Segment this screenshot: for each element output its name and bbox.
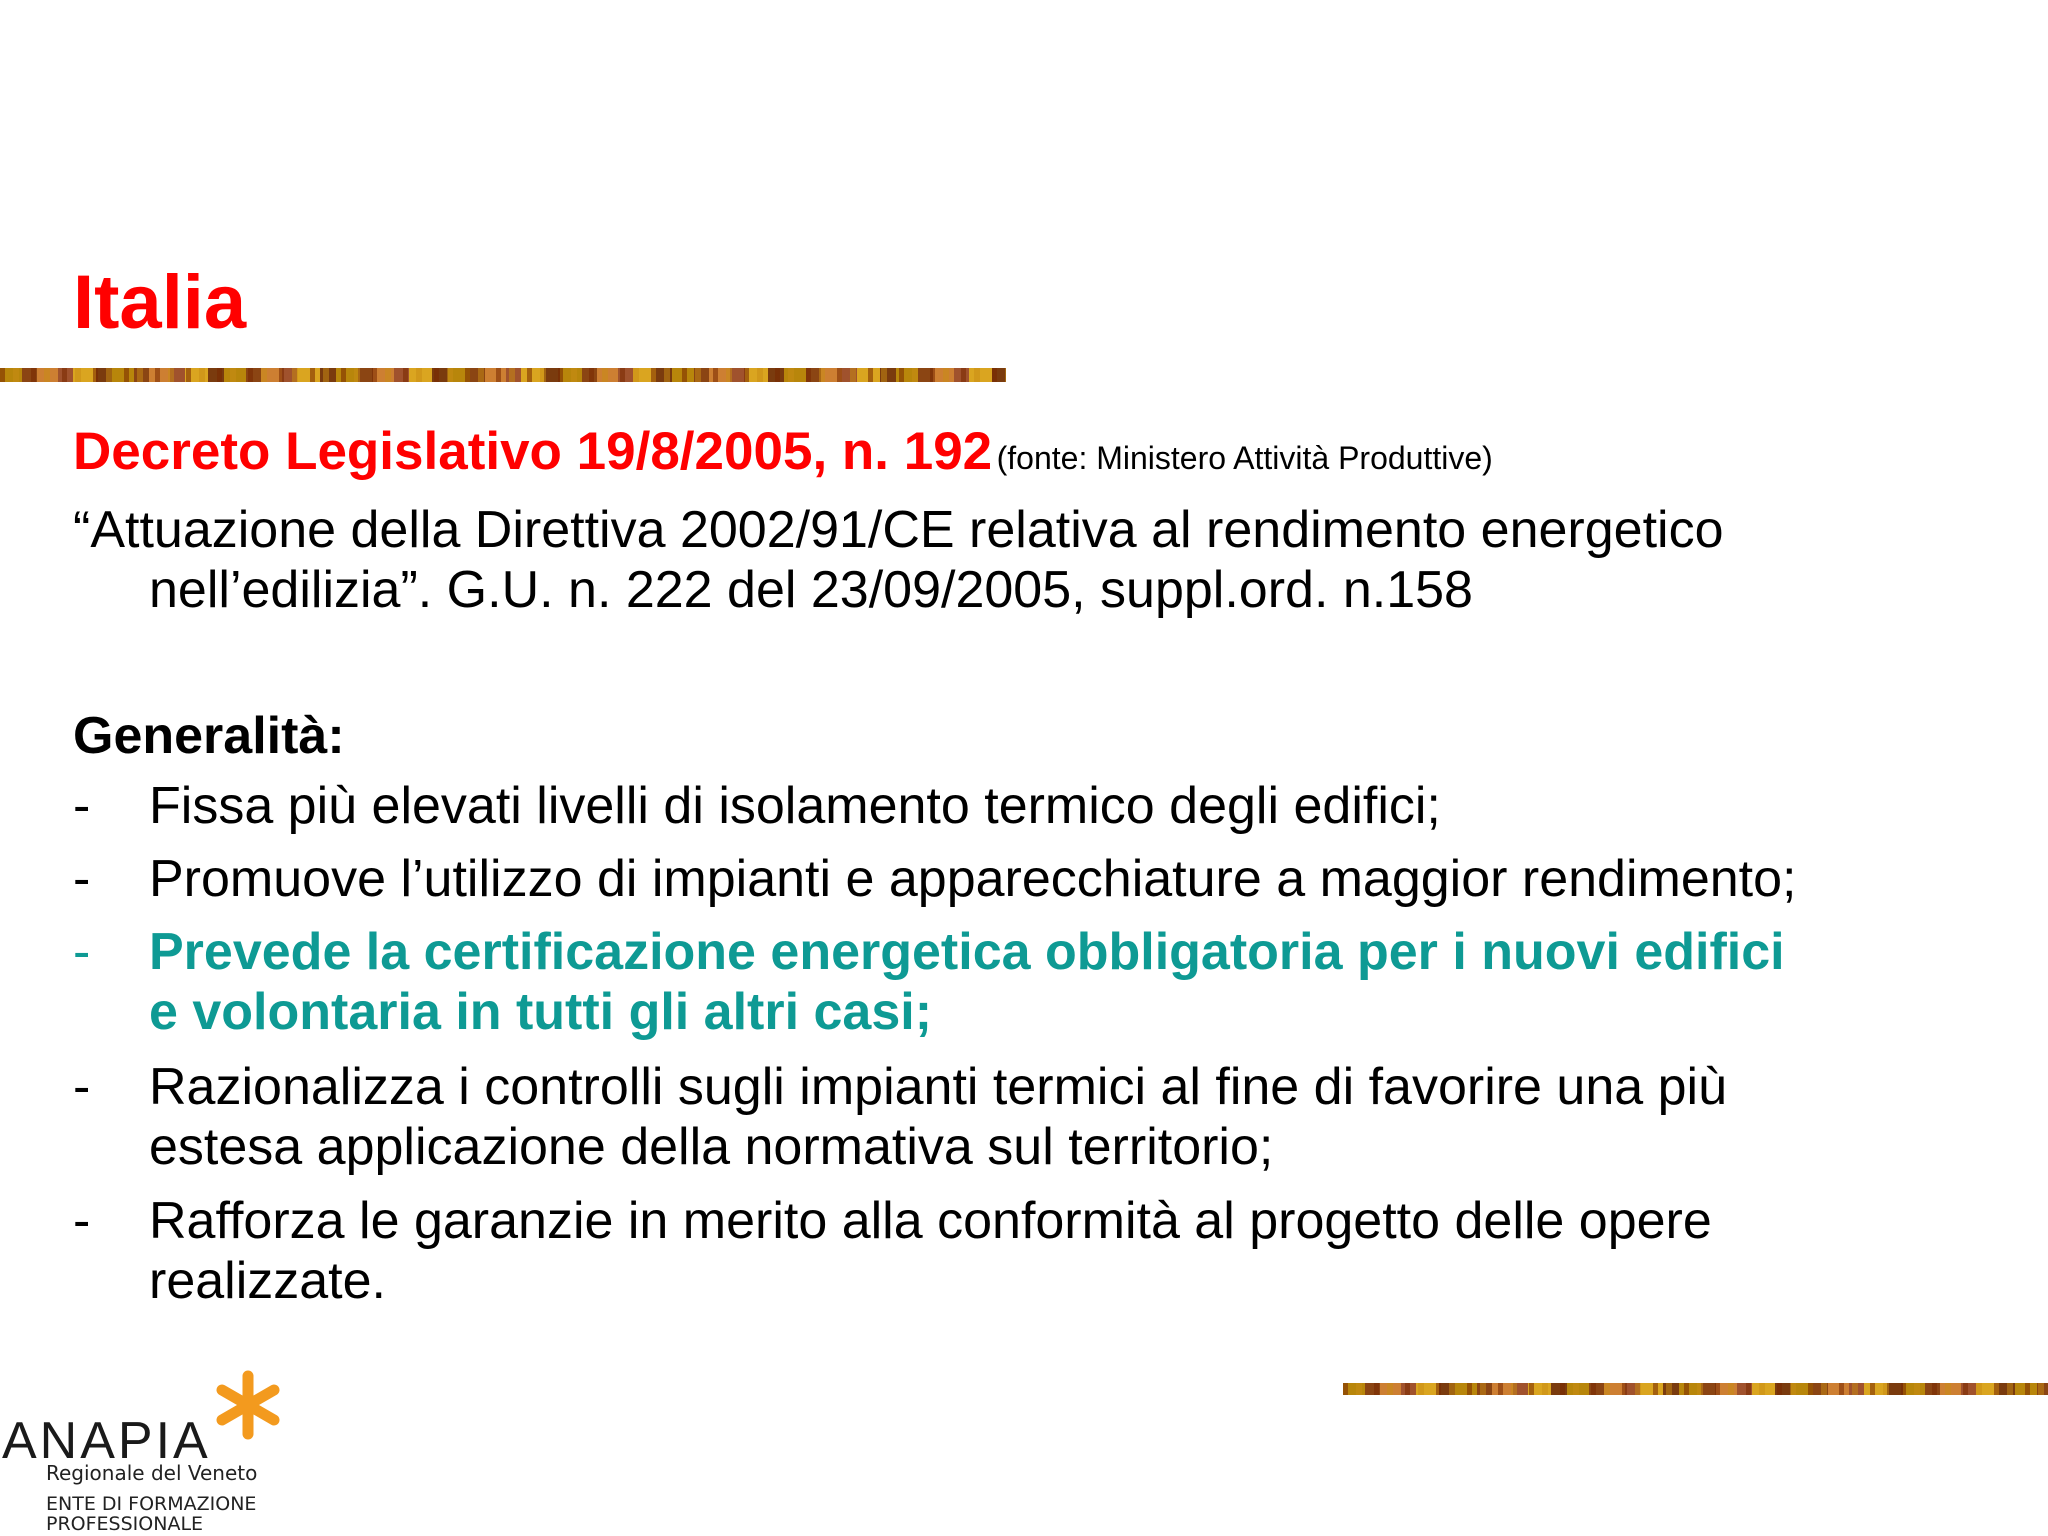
list-item-highlighted <box>73 922 1993 1042</box>
decree-line <box>73 422 1493 481</box>
logo-tagline-line-1: ENTE DI FORMAZIONE <box>46 1493 257 1515</box>
asterisk-icon <box>213 1370 283 1440</box>
bullet-marker: - <box>73 1058 91 1116</box>
bullet-text-line-1: Rafforza le garanzie in merito alla conformità al progetto delle opere <box>149 1192 1712 1250</box>
bullet-text-line-2: e volontaria in tutti gli altri casi; <box>149 983 933 1041</box>
list-item <box>73 849 1993 909</box>
bullet-text: Fissa più elevati livelli di isolamento termico degli edifici; <box>149 777 1441 835</box>
logo-tagline <box>46 1494 256 1534</box>
decorative-bar-top <box>0 368 1006 382</box>
bullet-marker: - <box>73 850 91 908</box>
bullet-text-line-1: Prevede la certificazione energetica obbligatoria per i nuovi edifici <box>149 923 1785 981</box>
bullet-marker: - <box>73 777 91 835</box>
bullet-text: Promuove l’utilizzo di impianti e apparecchiature a maggior rendimento; <box>149 850 1797 908</box>
decree-name: Decreto Legislativo 19/8/2005, n. 192 <box>73 422 993 481</box>
bullet-marker: - <box>73 923 91 981</box>
quote-line-1: “Attuazione della Direttiva 2002/91/CE relativa al rendimento energetico <box>73 501 1724 559</box>
decree-quote <box>73 500 1973 620</box>
bullet-text-line-2: realizzate. <box>149 1252 386 1310</box>
decorative-bar-bottom <box>1343 1383 2048 1395</box>
quote-line-2: nell’edilizia”. G.U. n. 222 del 23/09/2005, suppl.ord. n.158 <box>149 561 1473 619</box>
bullet-text-line-1: Razionalizza i controlli sugli impianti termici al fine di favorire una più <box>149 1058 1728 1116</box>
section-heading: Generalità: <box>73 707 345 765</box>
list-item <box>73 1191 1993 1311</box>
list-item <box>73 776 1993 836</box>
bullet-marker: - <box>73 1192 91 1250</box>
bullet-text-line-2: estesa applicazione della normativa sul territorio; <box>149 1118 1274 1176</box>
decree-source: (fonte: Ministero Attività Produttive) <box>996 440 1493 476</box>
logo-tagline-line-2: PROFESSIONALE <box>46 1513 204 1535</box>
logo-subtitle: Regionale del Veneto <box>46 1461 258 1485</box>
list-item <box>73 1057 1993 1177</box>
slide-title: Italia <box>73 260 247 345</box>
logo-name: ANAPIA <box>2 1412 211 1470</box>
